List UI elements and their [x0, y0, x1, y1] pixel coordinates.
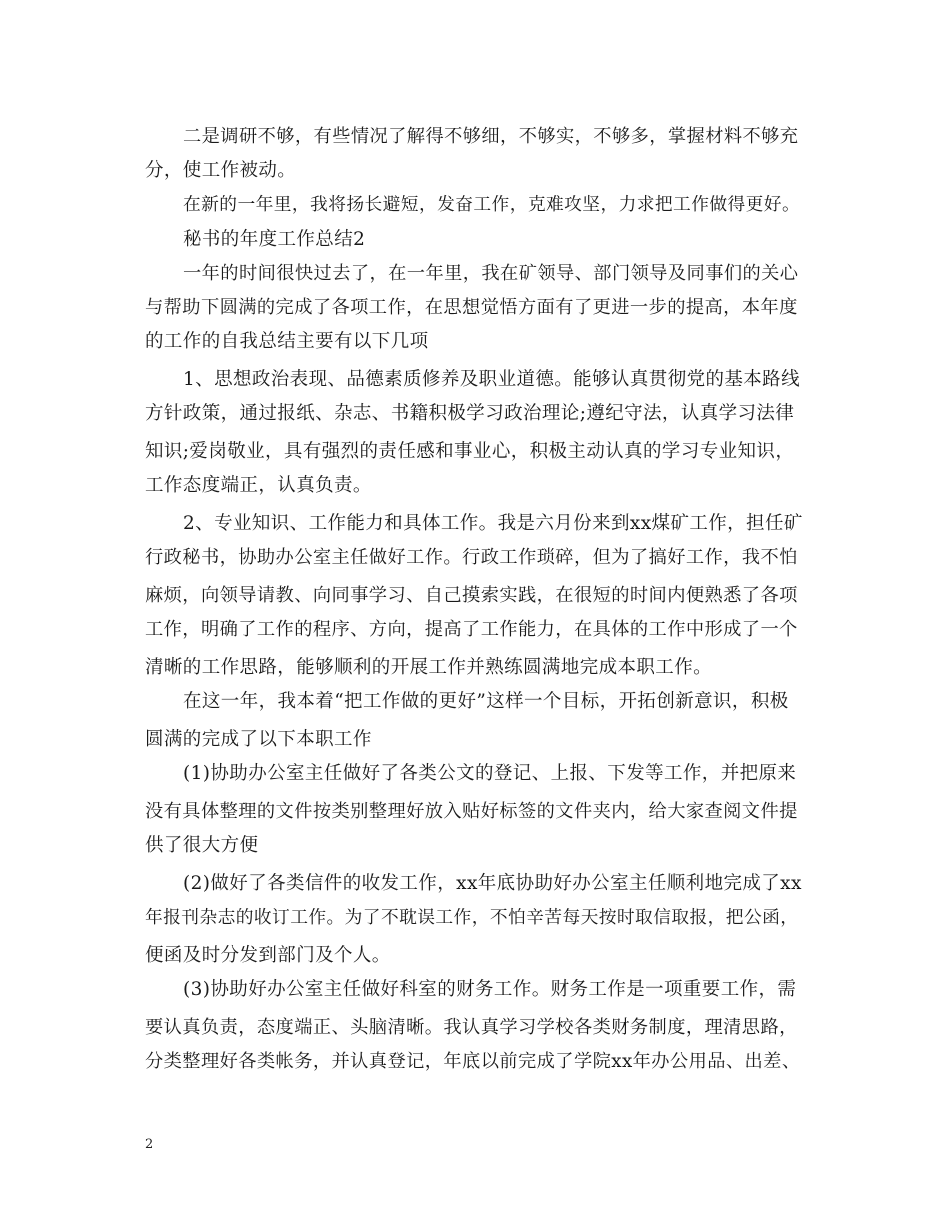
- text-line: 的工作的自我总结主要有以下几项: [145, 331, 429, 352]
- text-line: 年报刊杂志的收订工作。为了不耽误工作，不怕辛苦每天按时取信取报，把公函，: [145, 908, 799, 928]
- text-line: 供了很大方便: [145, 835, 259, 856]
- text-line: 要认真负责，态度端正、头脑清晰。我认真学习学校各类财务制度，理清思路，: [145, 1017, 798, 1038]
- text-line: 二是调研不够，有些情况了解得不够细，不够实，不够多，掌握材料不够充: [183, 126, 799, 147]
- text-line: 分类整理好各类帐务，并认真登记，年底以前完成了学院xx年办公用品、出差、: [145, 1051, 801, 1072]
- text-line: 工作，明确了工作的程序、方向，提高了工作能力，在具体的工作中形成了一个: [145, 619, 798, 640]
- text-line: 一年的时间很快过去了，在一年里，我在矿领导、部门领导及同事们的关心: [183, 263, 799, 284]
- text-line: 圆满的完成了以下本职工作: [145, 729, 372, 750]
- text-line: 在新的一年里，我将扬长避短，发奋工作，克难攻坚，力求把工作做得更好。: [183, 195, 801, 215]
- text-line: 与帮助下圆满的完成了各项工作，在思想觉悟方面有了更进一步的提高，本年度: [145, 297, 798, 318]
- text-line: 麻烦，向领导请教、向同事学习、自己摸索实践，在很短的时间内便熟悉了各项: [145, 585, 798, 606]
- text-line: 1、思想政治表现、品德素质修养及职业道德。能够认真贯彻党的基本路线: [183, 369, 800, 390]
- text-line: 没有具体整理的文件按类别整理好放入贴好标签的文件夹内，给大家查阅文件提: [145, 801, 798, 822]
- text-line: 分，使工作被动。: [145, 160, 297, 181]
- text-line: 行政秘书，协助办公室主任做好工作。行政工作琐碎，但为了搞好工作，我不怕: [145, 547, 798, 568]
- text-line: 便函及时分发到部门及个人。: [145, 945, 391, 966]
- text-line: (1)协助办公室主任做好了各类公文的登记、上报、下发等工作，并把原来: [183, 763, 797, 784]
- text-line: 工作态度端正，认真负责。: [145, 475, 372, 496]
- text-line: 方针政策，通过报纸、杂志、书籍积极学习政治理论;遵纪守法，认真学习法律: [145, 403, 795, 424]
- text-line: 在这一年，我本着“把工作做的更好”这样一个目标，开拓创新意识，积极: [183, 691, 789, 712]
- text-line: 知识;爱岗敬业，具有强烈的责任感和事业心，积极主动认真的学习专业知识，: [145, 441, 795, 462]
- section-heading: 秘书的年度工作总结2: [183, 229, 366, 250]
- text-line: (3)协助好办公室主任做好科室的财务工作。财务工作是一项重要工作，需: [183, 979, 797, 1000]
- text-line: 清晰的工作思路，能够顺利的开展工作并熟练圆满地完成本职工作。: [145, 657, 713, 678]
- page-number: 2: [145, 1137, 154, 1152]
- text-line: (2)做好了各类信件的收发工作，xx年底协助好办公室主任顺利地完成了xx: [183, 873, 802, 894]
- text-line: 2、专业知识、工作能力和具体工作。我是六月份来到xx煤矿工作，担任矿: [183, 513, 803, 534]
